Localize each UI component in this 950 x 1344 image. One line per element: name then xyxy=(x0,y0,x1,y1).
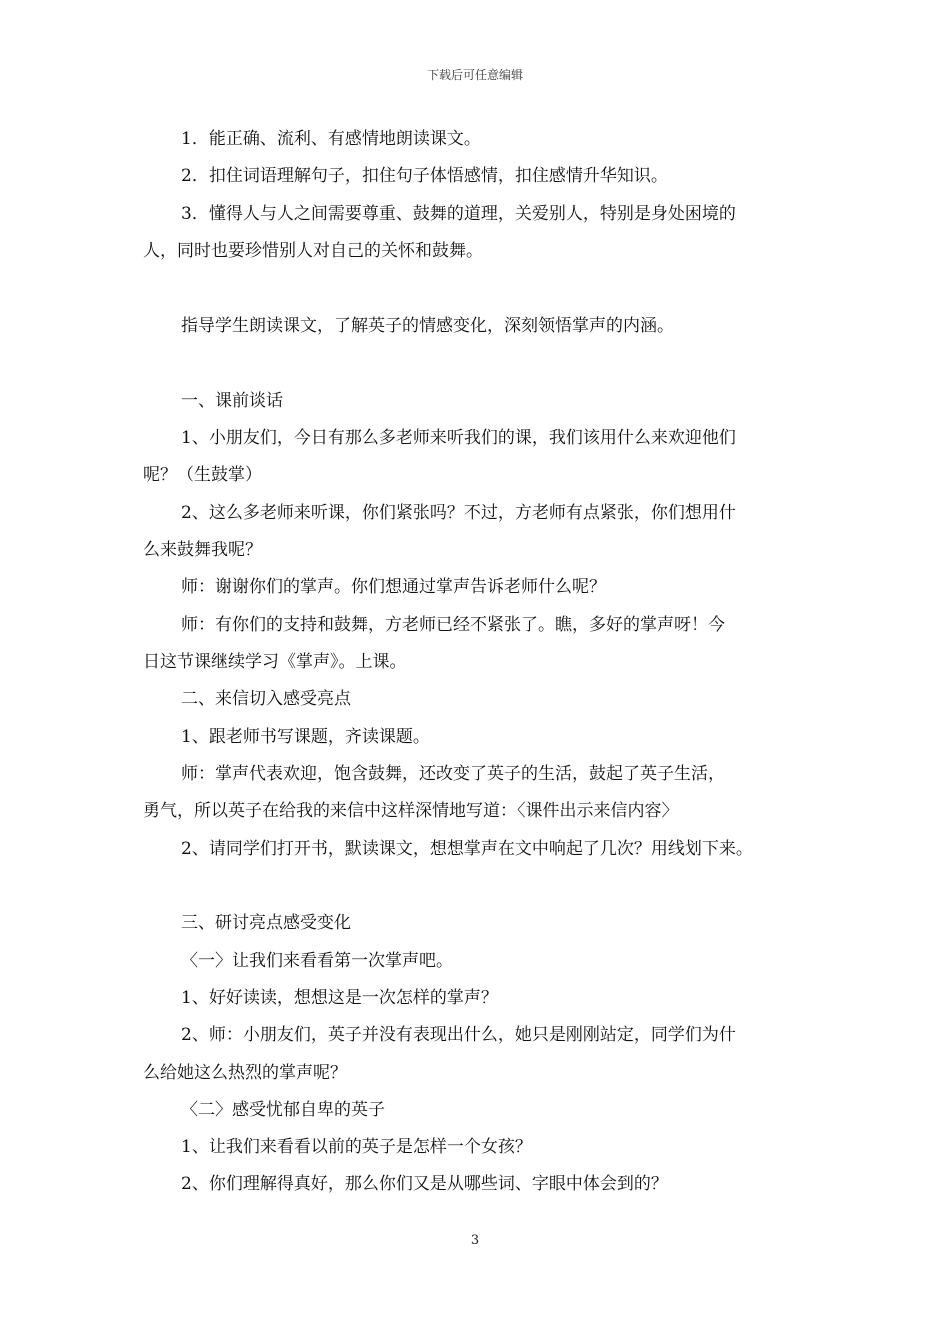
objective-3: 3．懂得人与人之间需要尊重、鼓舞的道理，关爱别人，特别是身处困境的 xyxy=(181,204,736,224)
paragraph-line: 勇气，所以英子在给我的来信中这样深情地写道：〈课件出示来信内容〉 xyxy=(143,801,679,821)
page-number: 3 xyxy=(470,1233,480,1248)
paragraph-line: 日这节课继续学习《掌声》。上课。 xyxy=(143,652,407,672)
paragraph-line: 师：掌声代表欢迎，饱含鼓舞，还改变了英子的生活，鼓起了英子生活， xyxy=(181,764,725,784)
section-heading-3: 三、研讨亮点感受变化 xyxy=(181,913,351,933)
paragraph-line: 2、师：小朋友们，英子并没有表现出什么，她只是刚刚站定，同学们为什 xyxy=(181,1025,736,1045)
paragraph-line: 1、让我们来看看以前的英子是怎样一个女孩？ xyxy=(181,1137,532,1157)
objective-2: 2．扣住词语理解句子，扣住句子体悟感情，扣住感情升华知识。 xyxy=(181,166,668,186)
objective-3-continued: 人，同时也要珍惜别人对自己的关怀和鼓舞。 xyxy=(143,241,483,261)
paragraph-line: 1、好好读读，想想这是一次怎样的掌声？ xyxy=(181,988,498,1008)
paragraph-line: 〈二〉感受忧郁自卑的英子 xyxy=(181,1100,385,1120)
paragraph-line: 2、请同学们打开书，默读课文，想想掌声在文中响起了几次？用线划下来。 xyxy=(181,839,753,859)
section-heading-1: 一、课前谈话 xyxy=(181,391,283,411)
paragraph-line: 2、这么多老师来听课，你们紧张吗？不过，方老师有点紧张，你们想用什 xyxy=(181,503,736,523)
paragraph-line: 1、小朋友们，今日有那么多老师来听我们的课，我们该用什么来欢迎他们 xyxy=(181,428,736,448)
page-header: 下载后可任意编辑 xyxy=(426,68,523,82)
paragraph-line: 么给她这么热烈的掌声呢？ xyxy=(143,1063,347,1083)
paragraph-line: 2、你们理解得真好，那么你们又是从哪些词、字眼中体会到的？ xyxy=(181,1174,668,1194)
paragraph-line: 师：谢谢你们的掌声。你们想通过掌声告诉老师什么呢？ xyxy=(181,577,606,597)
paragraph-line: 么来鼓舞我呢？ xyxy=(143,540,262,560)
objective-1: 1．能正确、流利、有感情地朗读课文。 xyxy=(181,129,481,149)
section-heading-2: 二、来信切入感受亮点 xyxy=(181,689,351,709)
paragraph-line: 1、跟老师书写课题，齐读课题。 xyxy=(181,727,430,747)
paragraph-line: 〈一〉让我们来看看第一次掌声吧。 xyxy=(181,951,453,971)
paragraph-line: 呢？（生鼓掌） xyxy=(143,465,262,485)
paragraph-line: 师：有你们的支持和鼓舞，方老师已经不紧张了。瞧，多好的掌声呀！今 xyxy=(181,615,725,635)
teaching-focus: 指导学生朗读课文，了解英子的情感变化，深刻领悟掌声的内涵。 xyxy=(181,316,674,336)
